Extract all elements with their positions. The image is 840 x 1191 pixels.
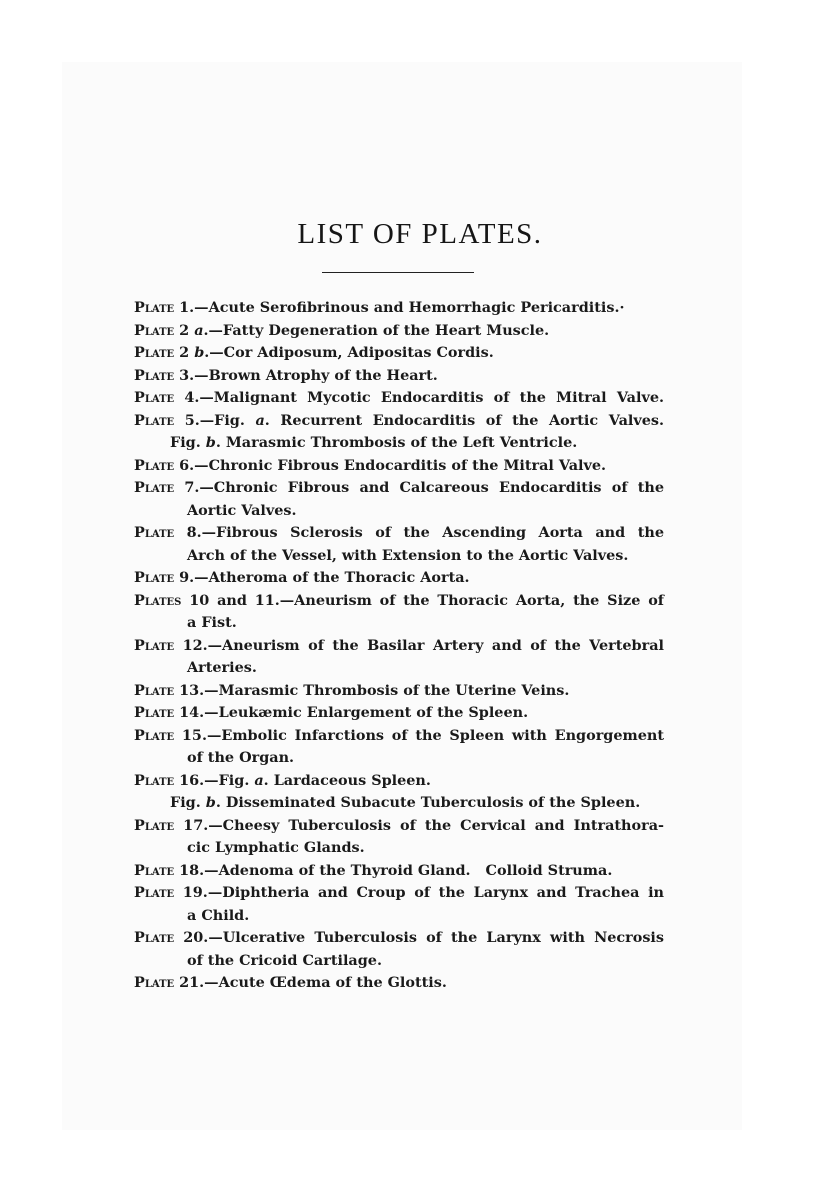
plate-label: Plate bbox=[134, 389, 175, 406]
plate-entry-13 bbox=[134, 680, 664, 703]
plate-entry-17-cont bbox=[134, 837, 664, 860]
plate-text: 20.—Ulcerative Tuberculosis of the Larynx with Necrosis bbox=[174, 929, 664, 946]
plate-text: 17.—Cheesy Tuberculosis of the Cervical and Intrathora- bbox=[174, 816, 664, 834]
plate-entry-15-cont bbox=[134, 747, 664, 770]
plate-entry-10-11-cont bbox=[134, 612, 664, 635]
plate-label: Plate bbox=[134, 929, 175, 946]
plate-label: Plate bbox=[134, 411, 175, 429]
plate-text: of the Organ. bbox=[187, 749, 295, 766]
plate-entry-16-fig-b bbox=[134, 792, 664, 815]
plate-text: 6.—Chronic Fibrous Endocarditis of the Mitral Valve. bbox=[174, 456, 607, 474]
plate-entry-16 bbox=[134, 770, 664, 793]
plate-label: Plate bbox=[134, 771, 175, 789]
plate-entry-21 bbox=[134, 972, 664, 995]
fig-prefix: Fig. bbox=[170, 434, 206, 451]
plate-text: .—Cor Adiposum, Adipositas Cordis. bbox=[204, 344, 494, 361]
plate-text: Arch of the Vessel, with Extension to the Aortic Valves. bbox=[187, 546, 629, 564]
plate-text: 7.—Chronic Fibrous and Calcareous Endocarditis of the bbox=[174, 479, 664, 496]
plate-label: Plate bbox=[134, 861, 175, 879]
fig-prefix: Fig. bbox=[170, 794, 206, 811]
plate-text: 18.—Adenoma of the Thyroid Gland. Colloid Struma. bbox=[174, 861, 613, 879]
plate-text: 9.—Atheroma of the Thoracic Aorta. bbox=[174, 569, 470, 586]
plate-label: Plate bbox=[134, 884, 175, 901]
plate-label: Plate bbox=[134, 816, 175, 834]
plate-entry-6 bbox=[134, 455, 664, 478]
plate-label: Plate bbox=[134, 524, 175, 541]
plate-label: Plate bbox=[134, 366, 175, 384]
plate-text: 12.—Aneurism of the Basilar Artery and of the Vertebral bbox=[174, 636, 664, 654]
plate-entry-10-11 bbox=[134, 590, 664, 613]
plate-number: 2 bbox=[174, 344, 195, 361]
plate-entry-4 bbox=[134, 387, 664, 410]
plate-entry-8 bbox=[134, 522, 664, 545]
plate-text: 10 and 11.—Aneurism of the Thoracic Aorta, the Size of bbox=[181, 591, 664, 609]
plate-entry-20-cont bbox=[134, 950, 664, 973]
plate-entry-5 bbox=[134, 410, 664, 433]
plate-list bbox=[134, 297, 664, 995]
plate-entry-2a bbox=[134, 320, 664, 343]
plate-label: Plate bbox=[134, 344, 175, 361]
plate-text: 14.—Leukæmic Enlargement of the Spleen. bbox=[174, 704, 529, 721]
plate-text: . Lardaceous Spleen. bbox=[263, 771, 431, 789]
plate-text: 13.—Marasmic Thrombosis of the Uterine Veins. bbox=[174, 681, 570, 699]
plate-label: Plate bbox=[134, 299, 175, 316]
plate-entry-8-cont bbox=[134, 545, 664, 568]
plate-label: Plate bbox=[134, 636, 175, 654]
plate-label: Plate bbox=[134, 726, 175, 744]
plate-text: 19.—Diphtheria and Croup of the Larynx and Trachea in bbox=[174, 884, 664, 901]
page-title: LIST OF PLATES. bbox=[297, 218, 543, 250]
plate-letter: a bbox=[194, 321, 204, 339]
plate-label: Plate bbox=[134, 569, 175, 586]
plate-label: Plate bbox=[134, 681, 175, 699]
plate-text: cic Lymphatic Glands. bbox=[187, 839, 365, 856]
plate-entry-2b bbox=[134, 342, 664, 365]
plate-entry-12 bbox=[134, 635, 664, 658]
plate-entry-14 bbox=[134, 702, 664, 725]
plate-text: 4.—Malignant Mycotic Endocarditis of the Mitral Valve. bbox=[174, 389, 664, 406]
plate-text: 3.—Brown Atrophy of the Heart. bbox=[174, 366, 438, 384]
plate-letter: b bbox=[205, 434, 216, 451]
plate-label: Plate bbox=[134, 479, 175, 496]
plate-entry-9 bbox=[134, 567, 664, 590]
plate-label: Plate bbox=[134, 456, 175, 474]
plate-text: . Recurrent Endocarditis of the Aortic Valves. bbox=[264, 411, 664, 429]
plate-text: . Marasmic Thrombosis of the Left Ventricle. bbox=[215, 434, 578, 451]
plate-entry-12-cont bbox=[134, 657, 664, 680]
plate-label: Plate bbox=[134, 974, 175, 991]
plate-text: 8.—Fibrous Sclerosis of the Ascending Aorta and the bbox=[174, 524, 664, 541]
plate-entry-20 bbox=[134, 927, 664, 950]
plate-entry-1 bbox=[134, 297, 664, 320]
plate-entry-18 bbox=[134, 860, 664, 883]
plate-number: 5.—Fig. bbox=[174, 411, 256, 429]
plate-entry-3 bbox=[134, 365, 664, 388]
title-rule bbox=[322, 272, 474, 273]
plate-number: 2 bbox=[174, 321, 195, 339]
plate-text: 15.—Embolic Infarctions of the Spleen with Engorgement bbox=[174, 726, 664, 744]
plate-text: Arteries. bbox=[187, 659, 257, 676]
plate-text: . Disseminated Subacute Tuberculosis of the Spleen. bbox=[215, 794, 641, 811]
plate-entry-15 bbox=[134, 725, 664, 748]
plate-entry-7 bbox=[134, 477, 664, 500]
plate-text: 21.—Acute Œdema of the Glottis. bbox=[174, 974, 447, 991]
plate-letter: b bbox=[194, 344, 205, 361]
plate-letter: a bbox=[254, 771, 264, 789]
plate-label: Plates bbox=[134, 591, 182, 609]
plate-text: a Fist. bbox=[187, 614, 237, 631]
plate-number: 16.—Fig. bbox=[174, 771, 255, 789]
plate-label: Plate bbox=[134, 704, 175, 721]
plate-entry-5-fig-b bbox=[134, 432, 664, 455]
plate-text: .—Fatty Degeneration of the Heart Muscle. bbox=[203, 321, 550, 339]
plate-text: Aortic Valves. bbox=[187, 501, 297, 519]
plate-text: 1.—Acute Serofibrinous and Hemorrhagic Pericarditis.· bbox=[174, 299, 625, 316]
plate-label: Plate bbox=[134, 321, 175, 339]
plate-entry-7-cont bbox=[134, 500, 664, 523]
plate-entry-19 bbox=[134, 882, 664, 905]
plate-text: of the Cricoid Cartilage. bbox=[187, 951, 382, 969]
plate-letter: b bbox=[205, 794, 216, 811]
plate-text: a Child. bbox=[187, 906, 250, 924]
plate-entry-19-cont bbox=[134, 905, 664, 928]
plate-entry-17 bbox=[134, 815, 664, 838]
plate-letter: a bbox=[255, 411, 265, 429]
